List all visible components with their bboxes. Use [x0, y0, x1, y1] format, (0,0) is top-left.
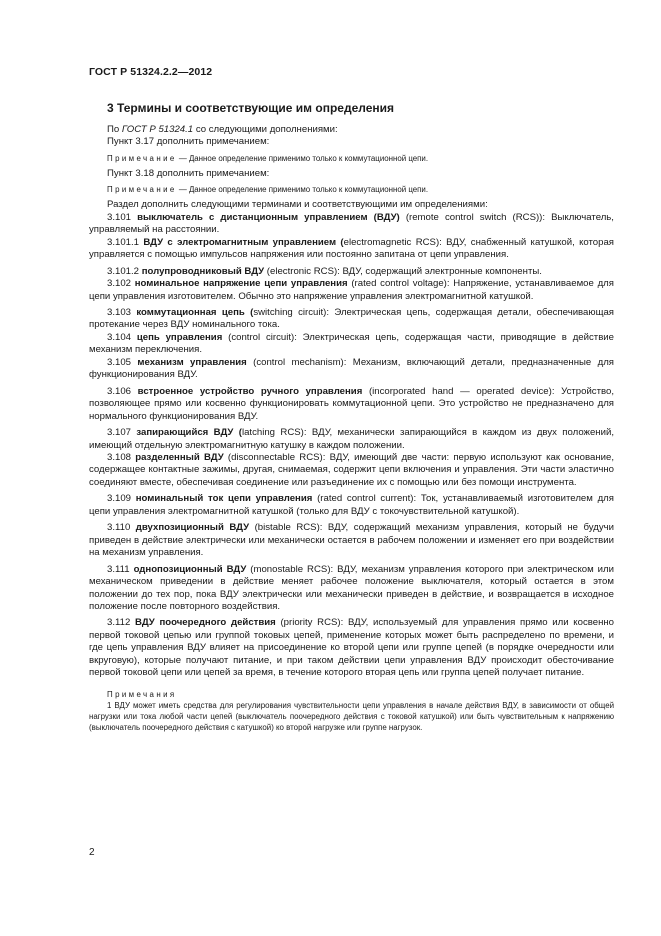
document-header: ГОСТ Р 51324.2.2—2012 [89, 66, 213, 78]
intro-paragraph [89, 124, 614, 136]
term-name: номинальный ток цепи управления [135, 493, 313, 505]
term-name: полупроводниковый ВДУ [141, 265, 265, 277]
term-name: выключатель с дистанционным управлением (ВДУ) [137, 211, 400, 223]
note-text: — Данное определение применимо только к коммутационной цепи. [176, 185, 429, 195]
document-body [89, 124, 614, 733]
term-name: однопозиционный ВДУ [133, 563, 247, 575]
term-paragraph: 3.111 однопозиционный ВДУ (monostable RCS): ВДУ, механизм управления которого при электрическом или механическом приведении в действие меняет рабочее положение выключателя, который остается в этом положении до тех пор, пока ВДУ электрически или механически приведен в действие, и возвращается в исходное положение после повторного воздействия. [89, 563, 614, 612]
term-paragraph: 3.107 запирающийся ВДУ (latching RCS): ВДУ, механически запирающийся в каждом из двух положений, имеющий отдельную электромагнитную катушку в каждом положении. [89, 427, 614, 451]
note-3-17 [89, 153, 614, 164]
term-paragraph: 3.102 номинальное напряжение цепи управления (rated control voltage): Напряжение, устанавливаемое для цепи управления изготовителем. Обычно это напряжение управления электромагнитной катушкой. [89, 278, 614, 302]
term-name: цепь управления [136, 331, 223, 343]
add-terms-paragraph: Раздел дополнить следующими терминами и соответствующими им определениями: [107, 199, 488, 211]
clause-3-17-paragraph: Пункт 3.17 дополнить примечанием: [107, 136, 270, 148]
term-paragraph: 3.103 коммутационная цепь (switching circuit): Электрическая цепь, содержащая детали, обеспечивающая протекание через ВДУ номинального тока. [89, 306, 614, 331]
term-name: разделенный ВДУ [135, 451, 224, 463]
term-paragraph: 3.101 выключатель с дистанционным управлением (ВДУ) (remote control switch (RCS)): Выключатель, управляемый на расстоянии. [89, 211, 614, 236]
intro-text-end: со следующими дополнениями: [193, 124, 338, 135]
term-paragraph: 3.106 встроенное устройство ручного управления (incorporated hand — operated device): Устройство, позволяющее прямо или косвенно функционировать коммутационной цепи. Это устройство не предназначено для нормального функционирования ВДУ. [89, 385, 614, 422]
page-number: 2 [89, 847, 95, 858]
term-name: ВДУ поочередного действия [135, 617, 276, 629]
notes-heading [89, 689, 614, 700]
term-name: номинальное напряжение цепи управления [134, 278, 348, 290]
term-paragraph: 3.101.1 ВДУ с электромагнитным управлением (electromagnetic RCS): ВДУ, снабженный катушкой, которая управляется с помощью импульсов напряжения или постоянно запитана от цепи управления. [89, 236, 614, 261]
term-paragraph: 3.101.2 полупроводниковый ВДУ (electronic RCS): ВДУ, содержащий электронные компоненты. [107, 265, 542, 277]
term-name: встроенное устройство ручного управления [137, 385, 363, 397]
clause-3-18-paragraph: Пункт 3.18 дополнить примечанием: [107, 167, 270, 179]
note-text: — Данное определение применимо только к коммутационной цепи. [176, 153, 429, 163]
term-paragraph: 3.104 цепь управления (control circuit): Электрическая цепь, содержащая части, приводящие в действие механизм переключения. [89, 331, 614, 356]
note-label: Примечание [107, 185, 177, 195]
note-3-18 [89, 184, 614, 195]
standard-reference: ГОСТ Р 51324.1 [121, 124, 194, 135]
term-name: двухпозиционный ВДУ [135, 522, 250, 534]
term-name: ВДУ с электромагнитным управлением ( [143, 236, 344, 248]
term-paragraph: 3.105 механизм управления (control mechanism): Механизм, включающий детали, предназначенные для функционирования ВДУ. [89, 356, 614, 381]
term-paragraph: 3.109 номинальный ток цепи управления (rated control current): Ток, устанавливаемый изготовителем для цепи управления электромагнитной катушкой (только для ВДУ с токочувствительной катушкой). [89, 493, 614, 517]
term-name: запирающийся ВДУ ( [136, 427, 242, 439]
term-name: механизм управления [137, 356, 247, 368]
term-paragraph: 3.108 разделенный ВДУ (disconnectable RCS): ВДУ, имеющий две части: первую используют как основание, содержащее контактные зажимы, другая, снимаемая, содержит цепи включения и управления. Эти части эластично соединяют вместе, обеспечивая соединение или разъединение их с помощью или без помощи инструмента. [89, 451, 614, 488]
notes-label: Примечания [107, 689, 177, 699]
note-label: Примечание [107, 153, 177, 163]
term-paragraph: 3.112 ВДУ поочередного действия (priority RCS): ВДУ, используемый для управления прямо или косвенно первой токовой цепью или группой токовых цепей, применение которых может быть распределено по времени, и где цепь управления ВДУ влияет на присоединение ко второй цепи или группе цепей (в порядке очередности или вкруговую), которые получают питание, и при таком действии цепи управления ВДУ происходит обесточивание первой токовой цепи или цепей за время, в течение которого вторая цепь или группа цепей получает питание. [89, 617, 615, 679]
note-1: 1 ВДУ может иметь средства для регулирования чувствительности цепи управления в начале действия ВДУ, в зависимости от общей нагрузки или тока любой части цепей (выключатель поочередного действия с токовой катушкой) или быть чувствительным к напряжению (выключатель поочередного действия с катушкой) ко второй нагрузке или группе нагрузок. [89, 700, 614, 732]
term-paragraph: 3.110 двухпозиционный ВДУ (bistable RCS): ВДУ, содержащий механизм управления, который не будучи приведен в действие электрически или механически остается в рабочем положении и изменяет его при воздействии на механизм управления. [89, 522, 614, 559]
intro-text: По [107, 124, 122, 135]
term-name: коммутационная цепь ( [136, 306, 254, 318]
section-title: 3 Термины и соответствующие им определения [107, 101, 395, 115]
